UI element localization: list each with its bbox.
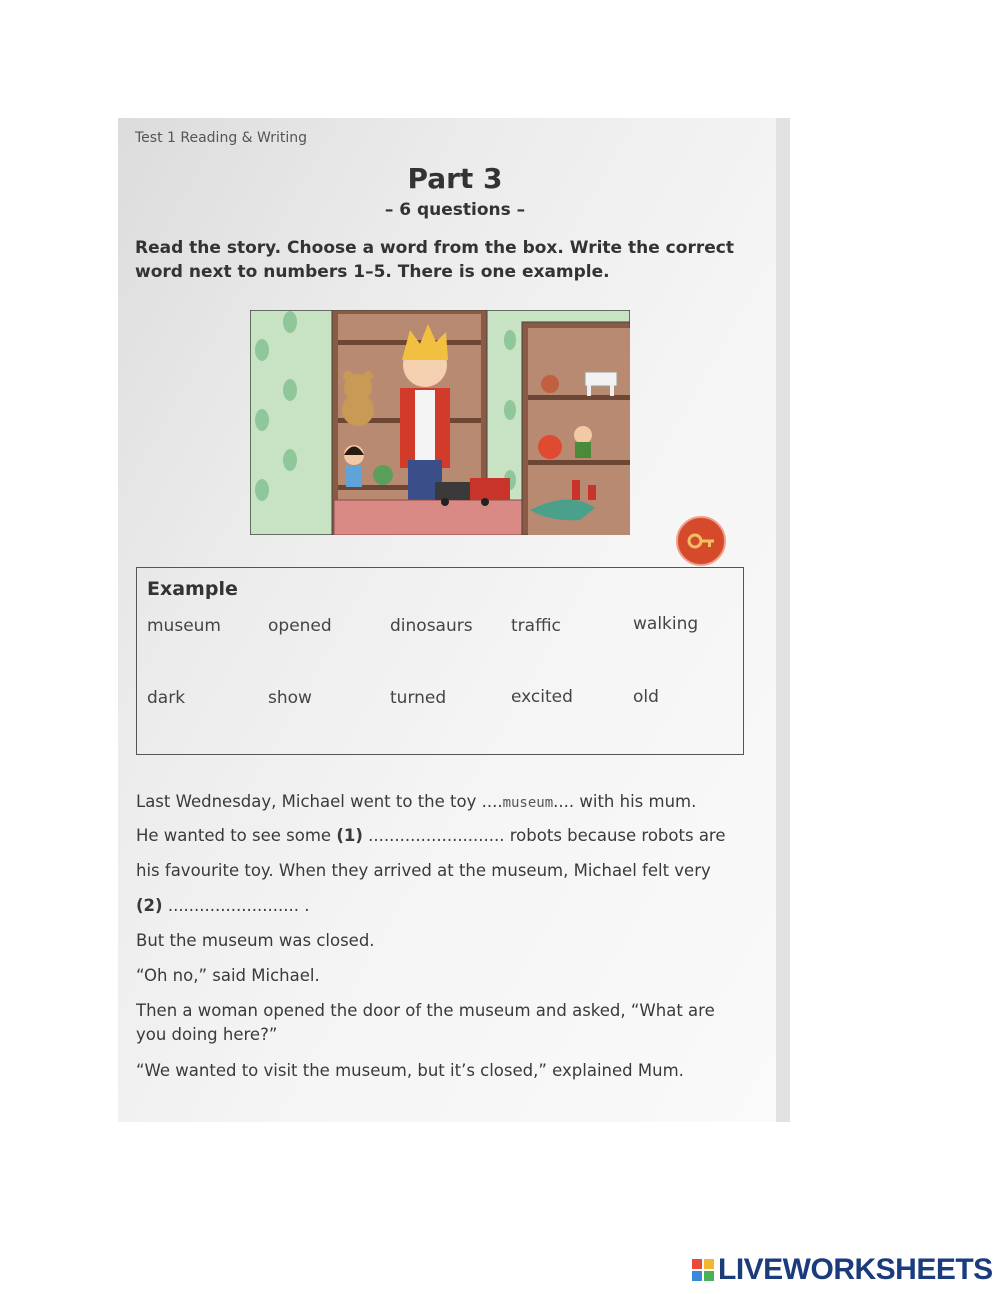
word-option: walking bbox=[633, 614, 699, 634]
page-edge bbox=[776, 118, 790, 1122]
word-option: dark bbox=[147, 688, 186, 708]
word-option: opened bbox=[268, 616, 332, 636]
instructions: Read the story. Choose a word from the box. Write the correct word next to numbers 1–5. There is one example. bbox=[135, 238, 734, 282]
key-icon bbox=[676, 516, 726, 566]
story-line: you doing here?” bbox=[136, 1025, 278, 1044]
story-line: Last Wednesday, Michael went to the toy ....museum.... with his mum. bbox=[136, 792, 697, 811]
liveworksheets-logo: LIVEWORKSHEETS bbox=[692, 1252, 993, 1288]
word-option: excited bbox=[511, 687, 573, 707]
story-line: Then a woman opened the door of the museum and asked, “What are bbox=[136, 1001, 715, 1020]
example-answer: museum bbox=[502, 795, 554, 811]
word-box-title: Example bbox=[147, 578, 238, 600]
page-header: Test 1 Reading & Writing bbox=[135, 130, 308, 146]
word-option: dinosaurs bbox=[390, 616, 473, 636]
story-line: “We wanted to visit the museum, but it’s closed,” explained Mum. bbox=[136, 1061, 684, 1080]
word-option: turned bbox=[390, 688, 447, 708]
word-box bbox=[136, 567, 744, 755]
logo-grid-icon bbox=[692, 1259, 714, 1281]
answer-blank-2[interactable]: ......................... . bbox=[162, 896, 310, 915]
answer-blank-1[interactable]: .......................... bbox=[362, 826, 510, 845]
story-line: He wanted to see some (1) .......................... robots because robots are bbox=[136, 826, 726, 845]
story-line: his favourite toy. When they arrived at the museum, Michael felt very bbox=[136, 861, 711, 880]
story-line: (2) ......................... . bbox=[136, 896, 310, 915]
story-line: “Oh no,” said Michael. bbox=[136, 966, 320, 985]
word-option: old bbox=[633, 687, 659, 707]
word-option: museum bbox=[147, 616, 221, 636]
part-title: Part 3 bbox=[407, 162, 503, 195]
part-subtitle: – 6 questions – bbox=[384, 200, 526, 220]
toy-shop-illustration bbox=[250, 310, 630, 535]
word-option: traffic bbox=[511, 616, 561, 636]
story-line: But the museum was closed. bbox=[136, 931, 375, 950]
word-option: show bbox=[268, 688, 312, 708]
